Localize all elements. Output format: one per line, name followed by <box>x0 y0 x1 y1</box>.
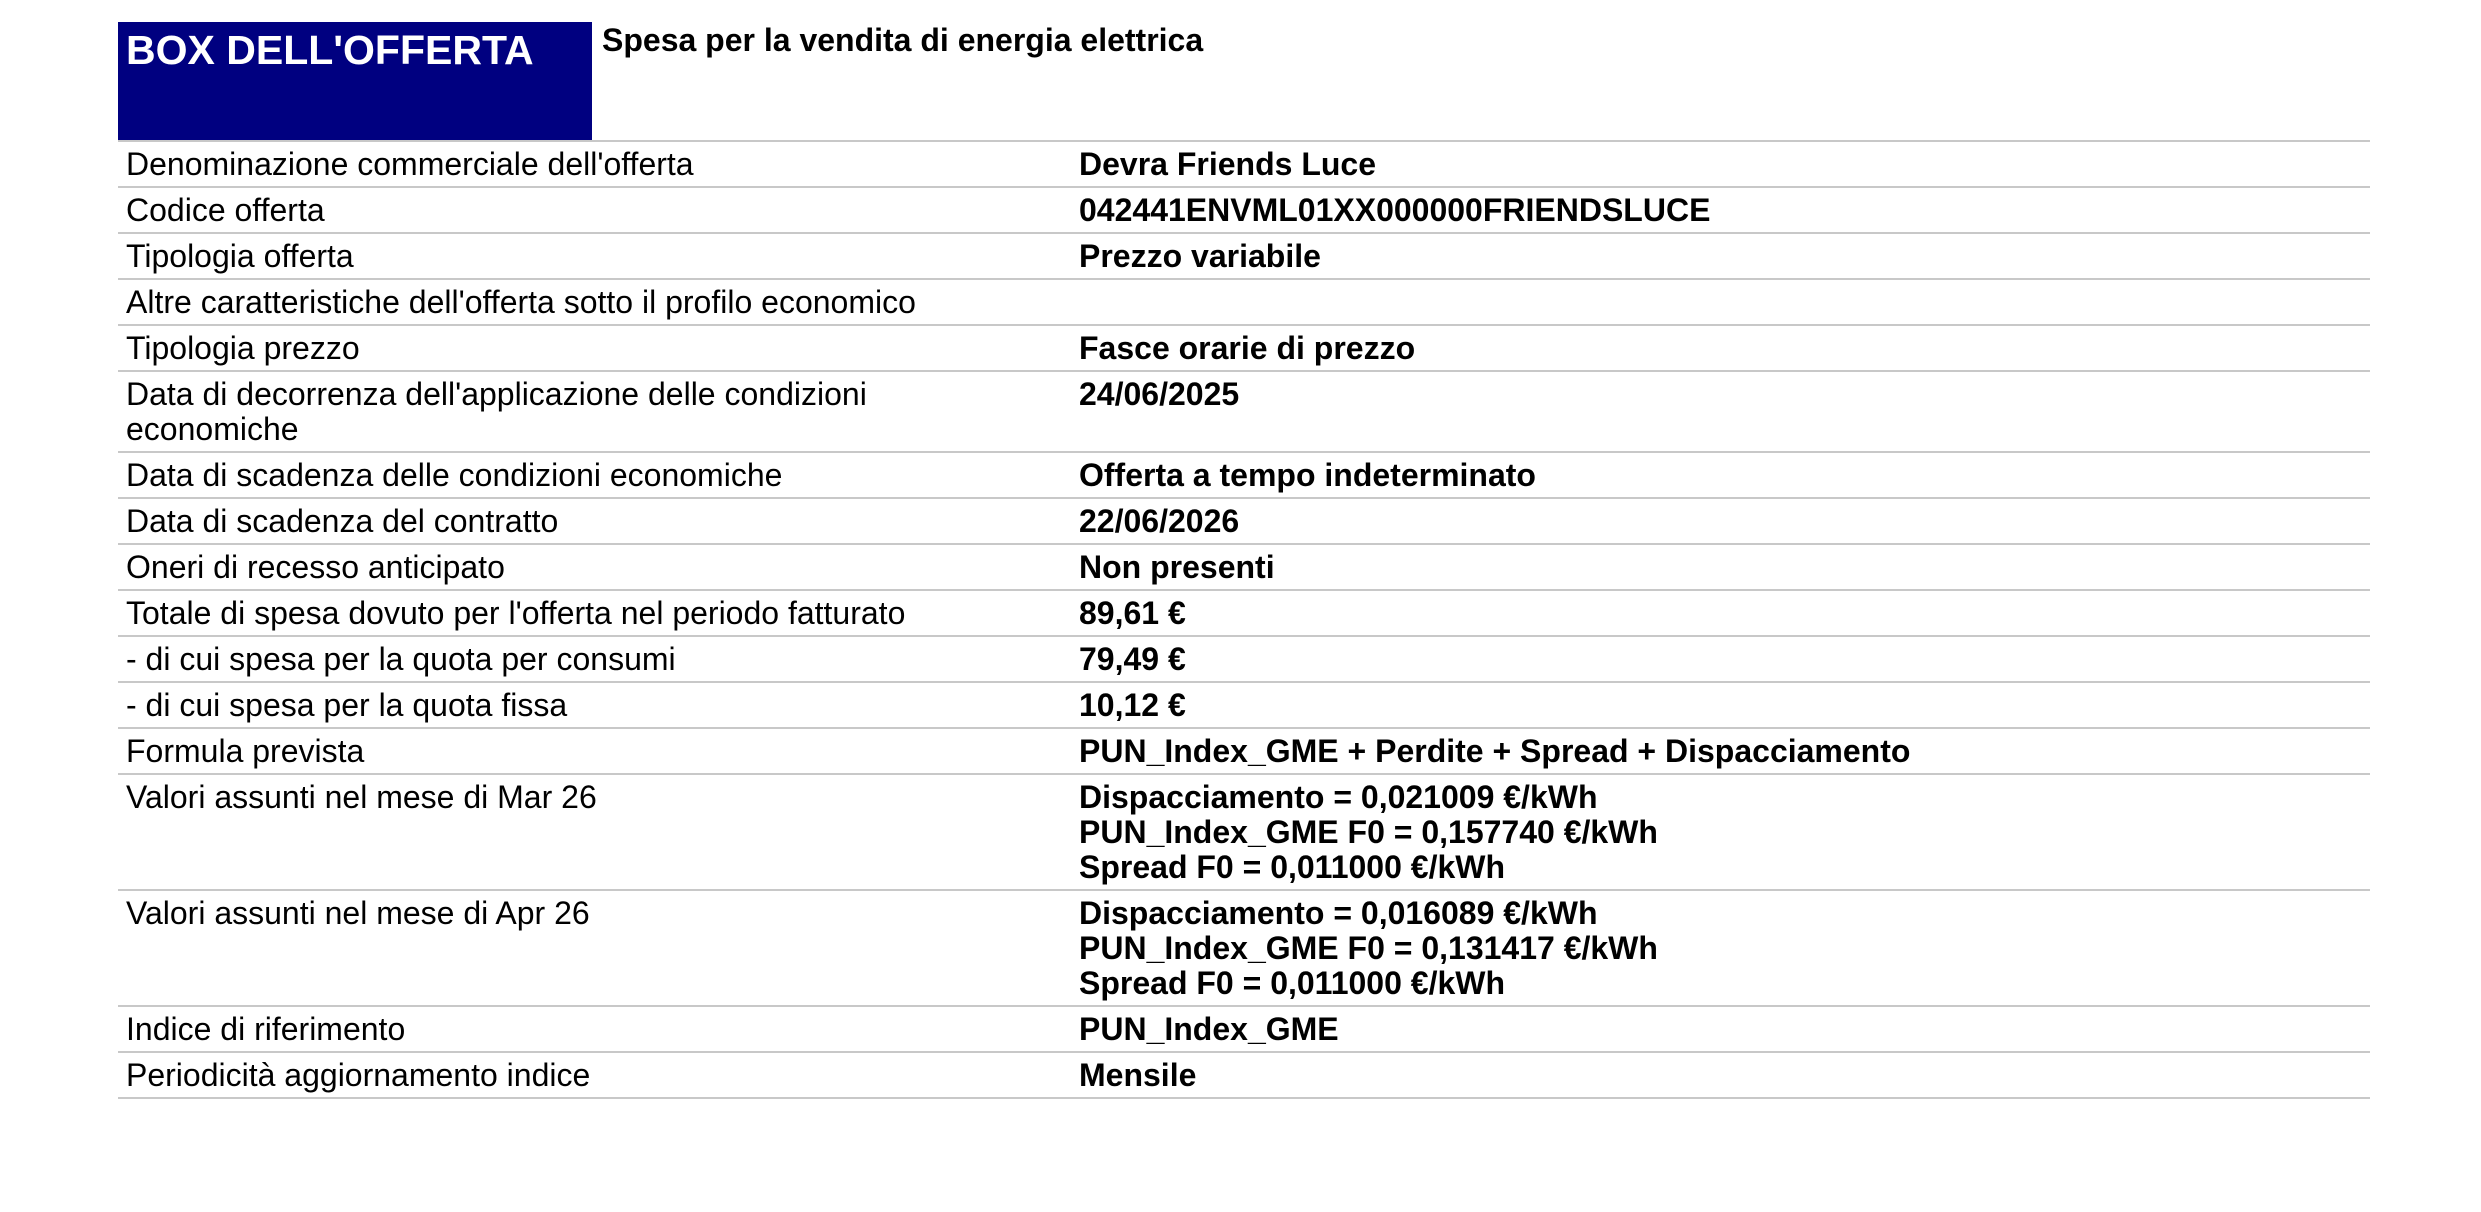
table-row <box>118 775 2370 891</box>
table-row <box>118 729 2370 775</box>
row-label: Data di decorrenza dell'applicazione delle condizioni economiche <box>126 376 867 447</box>
row-value <box>1079 596 2370 631</box>
row-value-line: Spread F0 = 0,011000 €/kWh <box>1079 965 1506 1001</box>
table-row <box>118 453 2370 499</box>
row-value-line: 79,49 € <box>1079 641 1186 677</box>
row-value <box>1079 193 2370 228</box>
row-value <box>1079 504 2370 539</box>
row-label: Codice offerta <box>126 192 325 228</box>
row-value-line: PUN_Index_GME F0 = 0,131417 €/kWh <box>1079 930 1658 966</box>
table-row <box>118 1053 2370 1099</box>
row-value-line: Spread F0 = 0,011000 €/kWh <box>1079 849 1506 885</box>
offer-box <box>118 22 2370 1099</box>
row-label: Tipologia offerta <box>126 238 354 274</box>
row-value-line: 89,61 € <box>1079 595 1186 631</box>
table-row <box>118 683 2370 729</box>
row-label: Formula prevista <box>126 733 365 769</box>
row-label: Oneri di recesso anticipato <box>126 549 505 585</box>
table-row <box>118 637 2370 683</box>
row-value-line: PUN_Index_GME <box>1079 1011 1339 1047</box>
row-label: Totale di spesa dovuto per l'offerta nel periodo fatturato <box>126 595 906 631</box>
row-value <box>1079 458 2370 493</box>
row-value-line: Offerta a tempo indeterminato <box>1079 457 1536 493</box>
row-value <box>1079 285 2370 320</box>
table-row <box>118 372 2370 453</box>
row-value-line: PUN_Index_GME + Perdite + Spread + Dispacciamento <box>1079 733 1911 769</box>
row-value-line: Dispacciamento = 0,016089 €/kWh <box>1079 895 1598 931</box>
row-value <box>1079 896 2370 1001</box>
row-label: Valori assunti nel mese di Apr 26 <box>126 895 590 931</box>
row-value <box>1079 147 2370 182</box>
row-value <box>1079 239 2370 274</box>
row-label: - di cui spesa per la quota per consumi <box>126 641 676 677</box>
row-value-line: Prezzo variabile <box>1079 238 1321 274</box>
offer-box-title: BOX DELL'OFFERTA <box>118 22 592 140</box>
table-row <box>118 545 2370 591</box>
row-value <box>1079 642 2370 677</box>
row-value-line: 22/06/2026 <box>1079 503 1240 539</box>
table-row <box>118 891 2370 1007</box>
table-row <box>118 326 2370 372</box>
row-value-line: Mensile <box>1079 1057 1197 1093</box>
offer-details-table <box>118 142 2370 1099</box>
row-value-line: 10,12 € <box>1079 687 1186 723</box>
row-value <box>1079 1012 2370 1047</box>
row-value <box>1079 1058 2370 1093</box>
table-row <box>118 234 2370 280</box>
row-value <box>1079 688 2370 723</box>
row-value-line: PUN_Index_GME F0 = 0,157740 €/kWh <box>1079 814 1658 850</box>
row-value-line: Fasce orarie di prezzo <box>1079 330 1416 366</box>
row-value-line: Non presenti <box>1079 549 1275 585</box>
offer-box-header <box>118 22 2370 142</box>
row-value-line: 042441ENVML01XX000000FRIENDSLUCE <box>1079 192 1711 228</box>
row-label: Data di scadenza delle condizioni economiche <box>126 457 783 493</box>
row-value <box>1079 550 2370 585</box>
row-label: Data di scadenza del contratto <box>126 503 559 539</box>
table-row <box>118 142 2370 188</box>
row-label: Valori assunti nel mese di Mar 26 <box>126 779 597 815</box>
row-value <box>1079 377 2370 447</box>
offer-box-subtitle: Spesa per la vendita di energia elettrica <box>602 22 1204 58</box>
row-label: Tipologia prezzo <box>126 330 360 366</box>
table-row <box>118 591 2370 637</box>
row-value <box>1079 734 2370 769</box>
row-label: Altre caratteristiche dell'offerta sotto il profilo economico <box>126 284 916 320</box>
row-value-line: Dispacciamento = 0,021009 €/kWh <box>1079 779 1598 815</box>
row-value <box>1079 331 2370 366</box>
row-value-line: Devra Friends Luce <box>1079 146 1376 182</box>
row-label: Indice di riferimento <box>126 1011 406 1047</box>
table-row <box>118 280 2370 326</box>
row-value-line: 24/06/2025 <box>1079 376 1240 412</box>
table-row <box>118 1007 2370 1053</box>
row-value <box>1079 780 2370 885</box>
table-row <box>118 499 2370 545</box>
table-row <box>118 188 2370 234</box>
row-label: Denominazione commerciale dell'offerta <box>126 146 694 182</box>
row-label: Periodicità aggiornamento indice <box>126 1057 591 1093</box>
row-label: - di cui spesa per la quota fissa <box>126 687 568 723</box>
